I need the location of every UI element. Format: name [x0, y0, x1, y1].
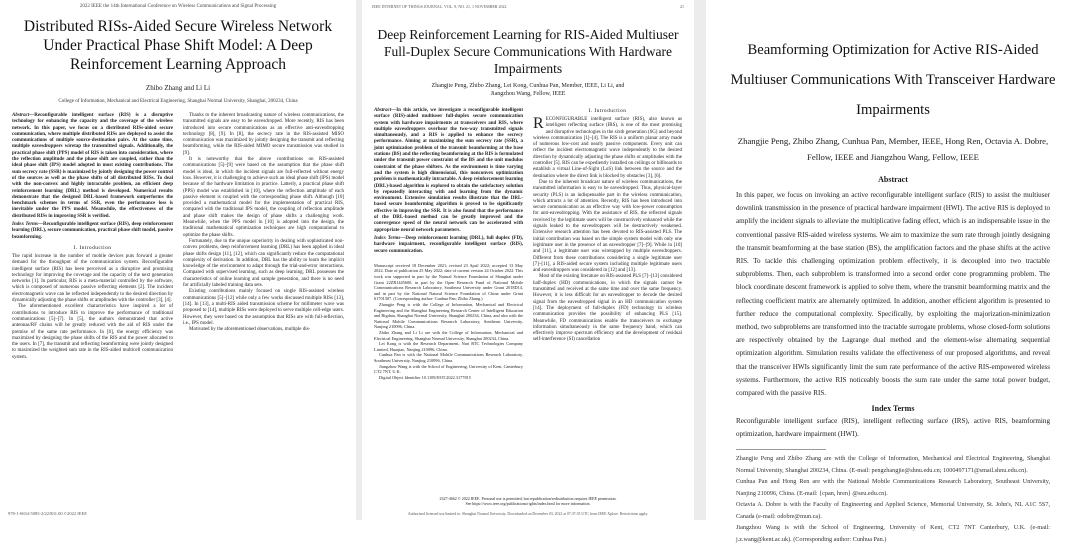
index-terms — [374, 236, 523, 255]
journal-header — [362, 0, 694, 10]
conference-line: 2022 IEEE the 14th International Conference on Wireless Communications and Signal Processing — [79, 4, 277, 9]
footnote-6: Jiangzhou Wang is with the School of Engineering, University of Kent, Canterbury CT2 7NT, U.K. — [374, 363, 523, 375]
footnote-7: Digital Object Identifier 10.1109/JIOT.2022.3177815 — [379, 374, 471, 380]
author-footnote-2: Cunhua Pan and Hong Ren are with the National Mobile Communications Research Laboratory, Southeast University, Nanjing 210096, China. (E-mail: {cpan, hren} @seu.edu.cn). — [736, 478, 1050, 497]
paper-title: Deep Reinforcement Learning for RIS-Aided Multiuser Full-Duplex Secure Communications With Hardware Impairments — [377, 27, 679, 76]
copyright-footer — [362, 496, 694, 506]
body-paragraph-3: Fortunately, due to the unique superiority in dealing with sophisticated non-convex problems, deep reinforcement learning (DRL) has been applied in ideal phase shifts design [11], [12], which can significantly reduce the computational complexity of derivation. In addition, DRL has the ability to learn the implicit knowledge of the environment to adapt through the trial-and-error interactions. Compared with supervised learning, such as deep learning, DRL possesses the characteristics of online learning and sample generation, and there is no need for artificially labeled training data sets. — [183, 238, 344, 289]
body-paragraph: Thanks to the inherent broadcasting nature of wireless communications, the transmitted signals are easy to be eavesdropped. More recently, RIS has been introduced into secure communications as an effective anti-eavesdropping technology [8], [9]. In [8], the secrecy rate in the RIS-assisted MISO communication was maximized by jointly designing the transmit and reflecting beamforming, while the RIS-aided MIMO secure transmission was studied in [9]. — [183, 113, 344, 156]
index-terms-heading: Index Terms — [871, 404, 915, 414]
footnote-3: Zhibo Zhang and Li Li are with the College of Information, Mechanical and Electrical Engineering, Shanghai Normal University, Shanghai 200234, China. — [374, 329, 523, 341]
paper-title: Beamforming Optimization for Active RIS-Aided Multiuser Communications With Transceiver Hardware Impairments — [730, 42, 1056, 118]
license-footer: Authorized licensed use limited to: Shanghai Normal University. Downloaded on December 03, 2022 at 07:37:35 UTC from IEEE Xplore. Restrictions apply. — [407, 512, 649, 516]
paper-affiliation: College of Information, Mechanical and Electrical Engineering, Shanghai Normal University, Shanghai, 200234, China — [58, 99, 298, 104]
paper-title: Distributed RISs-Aided Secure Wireless Network Under Practical Phase Shift Model: A Deep Reinforcement Learning Approach — [23, 18, 333, 73]
page-divider — [694, 0, 706, 520]
author-footnote-3: Octavia A. Dobre is with the Faculty of Engineering and Applied Science, Memorial University, St. John's, NL A1C 5S7, Canada (e-mail: odobre@mun.ca). — [736, 501, 1050, 520]
intro-paragraph-2: Due to the inherent broadcast nature of wireless communications, the transmitted information is easy to be eavesdropped. Thus, physical-layer security (PLS) is an indispensable part in the wireless communication, which attracts a lot of attention. Recently, RIS has been introduced into secure communication as an effective way with low-power consumption for anti-eavesdropping. With the assistance of RIS, the reflected signals received by the legitimate users will be constructively enhanced while the signals leaked to the eavesdroppers will be destructively weakened. Extensive research attention has been devoted to RIS-assisted PLS. The initial contribution was based on the simple system model with only one legitimate user in the presence of an eavesdropper [7]–[9]. While in [10] and [11], a legitimate user was wiretapped by multiple eavesdroppers. Different from these contributions considering a single legitimate user [7]–[11], a RIS-aided secure system including multiple legitimate users and eavesdroppers was considered in [12] and [13]. — [533, 179, 682, 274]
abstract-text: In this article, we investigate a reconfigurable intelligent surface (RIS)-aided multiuser full-duplex secure communication system with hardware impairments at transceivers and RIS, where multiple eavesdroppers overhear the two-way transmitted signals simultaneously, and a RIS is applied to enhance the secrecy performance. Aiming at maximizing the sum secrecy rate (SSR), a joint optimization problem of the transmit beamforming at the base stations (BS) and the reflecting beamforming at the RIS is formulated under the transmit power constraint of the BS and the unit modulus constraint of the phase shifters. As the environment is time varying and the system is high dimensional, this nonconvex optimization problem is mathematically intractable. A deep reinforcement learning (DRL)-based algorithm is explored to obtain the satisfactory solution by repeatedly interacting with and learning from the dynamic environment. Extensive simulation results illustrate that the DRL-based secure beamforming algorithm is proved to be significantly effective in improving the SSR. It is also found that the performance of the DRL-based method can be greatly improved and the convergence speed of the neural network can be accelerated with appropriate neural network parameters. — [374, 108, 523, 233]
paper-authors: Zhibo Zhang and Li Li — [145, 84, 211, 92]
index-terms-label: Index Terms— — [12, 222, 43, 228]
journal-name: IEEE INTERNET OF THINGS JOURNAL, VOL. 9, NO. 21, 1 NOVEMBER 2022 — [372, 4, 507, 9]
paper-page-1 — [0, 0, 356, 520]
author-footnote-1: Zhangjie Peng and Zhibo Zhang are with the College of Information, Mechanical and Electrical Engineering, Shanghai Normal University, Shanghai 200234, China. (E-mail: pengzhangjie@shnu.edu.cn; 1000497171@smail.shnu.edu.cn). — [736, 455, 1050, 474]
paper-authors: Zhangjie Peng, Zhibo Zhang, Lei Kong, Cunhua Pan, Member, IEEE, Li Li, and Jiangzhou Wang, Fellow, IEEE — [431, 83, 625, 97]
index-terms-text: Deep reinforcement learning (DRL), full duplex (FD), hardware impairment, reconfigurable intelligent surface (RIS), secure communication. — [374, 235, 523, 254]
conference-header — [0, 0, 356, 10]
copyright-line-2: See https://www.ieee.org/publications/rights/index.html for more information. — [465, 501, 591, 506]
section-heading: I. Introduction — [73, 244, 112, 251]
section-heading: I. Introduction — [588, 108, 627, 114]
page-number: 21 — [680, 4, 684, 9]
abstract — [12, 113, 173, 220]
left-column — [374, 108, 523, 380]
body-paragraph-4: Existing contributions mainly focused on single RIS-assisted wireless communications [5]–[12] while only a few works discussed multiple RISs [13], [14]. In [13], a multi-RIS aided transmission scheme for millimeter wave was proposed to [14], multiple RISs were deployed to serve multiple cell-edge users. However, they were based on the assumption that RISs are with full-reflection, i.e., IPS model. — [183, 289, 344, 326]
intro-paragraph — [533, 117, 682, 180]
intro-text: ECONFIGURABLE intelligent surface (RIS), also known as intelligent reflecting surface (IRS), is one of the most promising and disruptive technologies in the sixth generation (6G) and beyond wireless communication [1]–[4]. The RIS is a uniform planar array made of numerous low-cost and nearly passive components. Every unit can reflect the incident electromagnetic wave independently to the desired direction by dynamically adjusting the phase shifts or amplitudes with the controller [5]. RIS can be expediently installed on ceilings or billboards to establish a virtual Line-of-Sight (LoS) link between the source and the destination where the direct link is blocked by obstacles [3], [6]. — [533, 117, 682, 179]
abstract-label: Abstract— — [12, 113, 35, 118]
index-terms-label: Index Terms— — [374, 235, 406, 241]
drop-cap: R — [533, 115, 544, 132]
copyright-line: 2327-4662 © 2022 IEEE. Personal use is permitted, but republication/redistribution requires IEEE permission. — [439, 496, 617, 501]
abstract — [374, 108, 523, 234]
footnote: Manuscript received 18 December 2021; revised 23 April 2022; accepted 13 May 2022. Date of publication 25 May 2022; date of current version 24 October 2022. This work was supported in part by the Natural Science Foundation of Shanghai under Grant 22ZR1445600, in part by the Open Research Fund of National Mobile Communications Research Laboratory, Southeast University under Grant 2018D14, and in part by the National Natural Science Foundation of China under Grant 61701307. (Corresponding author: Cunhua Pan; Zhibo Zhang.) — [374, 262, 523, 302]
index-terms-text: Reconfigurable intelligent surface (RIS), intelligent reflecting surface (IRS), active RIS, beamforming optimization, hardware impairment (HWI). — [736, 417, 1050, 439]
left-column — [12, 113, 173, 361]
body-paragraph-5: Motivated by the aforementioned observations, multiple dis- — [189, 327, 311, 333]
author-footnote-4: Jiangzhou Wang is with the School of Engineering, University of Kent, CT2 7NT Canterbury, U.K. (e-mail: j.z.wang@kent.ac.uk). (Corresponding author: Cunhua Pan.) — [736, 524, 1050, 543]
body-paragraph-2: It is noteworthy that the above contributions on RIS-assisted communications [5]–[9] were based on the assumption that the phase shift model is ideal, in which the incident signals are full-reflected without energy loss. However, it is challenging to achieve such an ideal phase shift (IPS) model because of the hardware limitation in practice. Latterly, a practical phase shift (PPS) model was established in [10], where the reflection amplitude of each passive element is coupled with the corresponding phase shift. Although [10] provided a mathematical model for the implementation of practical RIS, compared with the traditional IPS model, the coupling of reflection amplitude and phase shift makes the design of phase shifts a challenging work. Meanwhile, when the PPS model in [10] is adopted into the design, the traditional mathematical optimization techniques are high computational to optimize the phase shifts. — [183, 157, 344, 238]
abstract-text: In this paper, we focus on invoking an active reconfigurable intelligent surface (RIS) to assist the multiuser downlink transmission in the presence of practical hardware impairment (HWI). The active RIS is deployed to amplify the incident signals to alleviate the multiplicative fading effect, which is an indispensable issue in the conventional passive RIS-aided wireless systems. We aim to maximize the sum rate through jointly designing the transmit beamforming at the base station (BS), the amplification factors and the phase shifts at the active RIS. To tackle this challenging optimization problem effectively, it is decoupled into two tractable subproblems. Then, each subproblem is transformed into a second order cone programming problem. The block coordinate descent framework is applied to solve them, where the transmit beamforming matrix and the reflecting coefficient matrix are alternately optimized. In addition, another efficient algorithm is presented to further reduce the computational complexity. Specifically, by exploiting the majorization-minimization method, two subproblems are transformed into the tractable surrogate problems, whose closed-form solutions are respectively obtained by the Lagrange dual method and the element-wise alternating sequential optimization algorithm. Simulation results validate the effectiveness of our proposed algorithms, and reveal that the transceiver HWIs significantly limit the sum rate performance of the active RIS-empowered wireless systems. Furthermore, the active RIS noticeably boosts the sum rate under the same total power budget, compared with the passive RIS. — [736, 191, 1050, 398]
intro-paragraph-2: The aforementioned excellent characteristics have inspired a lot of contributions to introduce RIS to improve the performance of traditional communications [5]–[7]. In [5], the authors demonstrated that active antennas/RF chains will be greatly reduced with the aid of RIS under the premise of the same rate performance. In [6], the energy efficiency was maximized by designing the phase shifts of the RIS and the power allocated to the users. In [7], the transmit and reflecting beamforming were jointly designed to maximized the weighted sum rate in the RIS-aided multicell communication system. — [12, 304, 173, 360]
index-terms — [12, 222, 173, 241]
intro-paragraph-3: Most of the existing literature on RIS-assisted PLS [7]–[13] considered half-duplex (HD) communications, in which the signals cannot be transmitted and received at the same time and over the same frequency. However, it is less difficult for an eavesdropper to decode the desired signal from the eavesdropped signal in an HD communication system [14]. The deployment of full-duplex (FD) technology in wireless communication provides the possibility of enhancing PLS [15]. Meanwhile, FD communications enable the transceivers to exchange information simultaneously in the same frequency band, which can effectively improve spectrum efficiency and the development of residual self-interference (SI) cancellation — [533, 274, 682, 343]
paper-authors: Zhangjie Peng, Zhibo Zhang, Cunhua Pan, Member, IEEE, Hong Ren, Octavia A. Dobre, Fellow, IEEE and Jiangzhou Wang, Fellow, IEEE — [737, 136, 1049, 162]
footnote-5: Cunhua Pan is with the National Mobile Communications Research Laboratory, Southeast University, Nanjing 210096, China. — [374, 352, 523, 363]
abstract-label: Abstract— — [374, 108, 397, 113]
right-column — [183, 113, 344, 361]
paper-page-2 — [362, 0, 694, 520]
index-terms-text: Reconfigurable intelligent surface (RIS), deep reinforcement learning (DRL), secure communication, practical phase shift model, passive beamforming. — [12, 222, 173, 240]
two-column-body — [0, 105, 356, 361]
footnote-4: Lei Kong is with the Research Department, Nari RTC Technologies Company Limited, Huaqiao, Nanjing 210096, China. — [374, 341, 523, 352]
two-column-body — [362, 98, 694, 380]
abstract-text: Reconfigurable intelligent surface (RIS) is a disruptive technology for enhancing the capacity and the coverage of the wireless network. In this paper, we focus on a distributed RISs-aided secure communication, where multiple distributed RISs are deployed to assist the communications of multiple source-destination pairs. At the same time, multiple eavesdroppers wiretap the transmitted signals. Additionally, the practical phase shift (PPS) model of RIS is taken into consideration, where the reflection amplitude and the phase shift are coupled, rather than the ideal phase shift (IPS) model adopted in most existing contributions. The sum secrecy rate (SSR) is maximized by jointly designing the power control of the sources as well as the phase shifts of all distributed RISs. To deal with the non-convex and highly intractable problem, an efficient deep reinforcement learning (DRL) method is developed. Numerical results demonstrate that the designed DRL-based framework outperforms the benchmark schemes in terms of SSR, even the performance loss is inevitable under the PPS model. Meanwhile, the effectiveness of the distributed RISs in improving SSR is verified. — [12, 113, 173, 219]
paper-page-3 — [706, 0, 1080, 543]
abstract-heading: Abstract — [878, 175, 908, 184]
right-column — [533, 108, 682, 380]
page-footer: 978-1-6654-5085-2/22/$31.00 ©2022 IEEE — [8, 511, 88, 516]
intro-paragraph: The rapid increase in the number of mobile devices puts forward a greater demand for the throughput of the communication system. Reconfigurable intelligent surface (RIS) has been perceived as a disruptive and promising technology for improving the coverage and the capacity of the next generation networks [1]. In particular, RIS is a meta-material controlled by the software, which is composed of numerous passive reflecting elements [2]. The incident electromagnetic wave can be reflected independently to the desired direction by dynamically adjusting the phase shifts or amplitudes with the controller [3], [4]. — [12, 253, 173, 304]
footnote-2: Zhangjie Peng is with the College of Information, Mechanical and Electrical Engineering and the Shanghai Engineering Research Center of Intelligent Education and Bigdata, Shanghai Normal University, Shanghai 200234, China, and also with the National Mobile Communications Research Laboratory, Southeast University, Nanjing 210096, China. — [374, 301, 523, 330]
